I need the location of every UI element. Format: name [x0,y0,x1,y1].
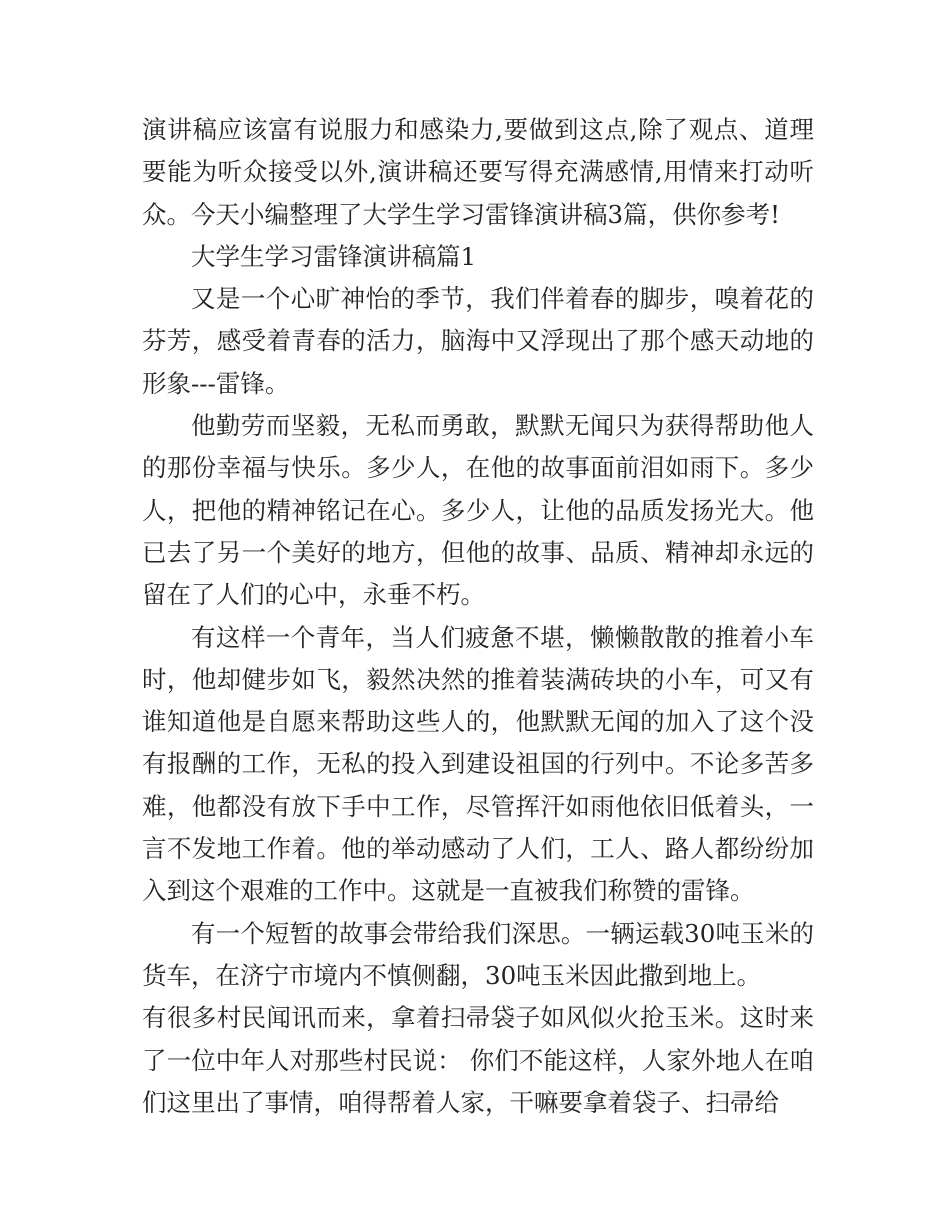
story-paragraph-start: 有一个短暂的故事会带给我们深思。一辆运载30吨玉米的货车，在济宁市境内不慎侧翻，30吨玉米因此撒到地上。 [142,918,814,990]
section-heading: 大学生学习雷锋演讲稿篇1 [191,241,477,271]
document-body [142,109,814,1124]
story-paragraph-continued: 有很多村民闻讯而来，拿着扫帚袋子如风似火抢玉米。这时来了一位中年人对那些村民说： 你们不能这样，人家外地人在咱们这里出了事情，咱得帮着人家，干嘛要拿着袋子、扫帚给 [142,1003,814,1117]
body-paragraph: 又是一个心旷神怡的季节，我们伴着春的脚步，嗅着花的芬芳，感受着青春的活力，脑海中又浮现出了那个感天动地的形象---雷锋。 [142,284,814,398]
body-paragraph: 有这样一个青年，当人们疲惫不堪，懒懒散散的推着小车时，他却健步如飞，毅然决然的推着装满砖块的小车，可又有谁知道他是自愿来帮助这些人的，他默默无闻的加入了这个没有报酬的工作，无私的投入到建设祖国的行列中。不论多苦多难，他都没有放下手中工作，尽管挥汗如雨他依旧低着头，一言不发地工作着。他的举动感动了人们，工人、路人都纷纷加入到这个艰难的工作中。这就是一直被我们称赞的雷锋。 [142,622,814,906]
body-paragraph: 他勤劳而坚毅，无私而勇敢，默默无闻只为获得帮助他人的那份幸福与快乐。多少人，在他的故事面前泪如雨下。多少人，把他的精神铭记在心。多少人，让他的品质发扬光大。他已去了另一个美好的地方，但他的故事、品质、精神却永远的留在了人们的心中，永垂不朽。 [142,411,814,610]
intro-paragraph: 演讲稿应该富有说服力和感染力,要做到这点,除了观点、道理要能为听众接受以外,演讲稿还要写得充满感情,用情来打动听众。今天小编整理了大学生学习雷锋演讲稿3篇，供你参考! [142,115,814,229]
